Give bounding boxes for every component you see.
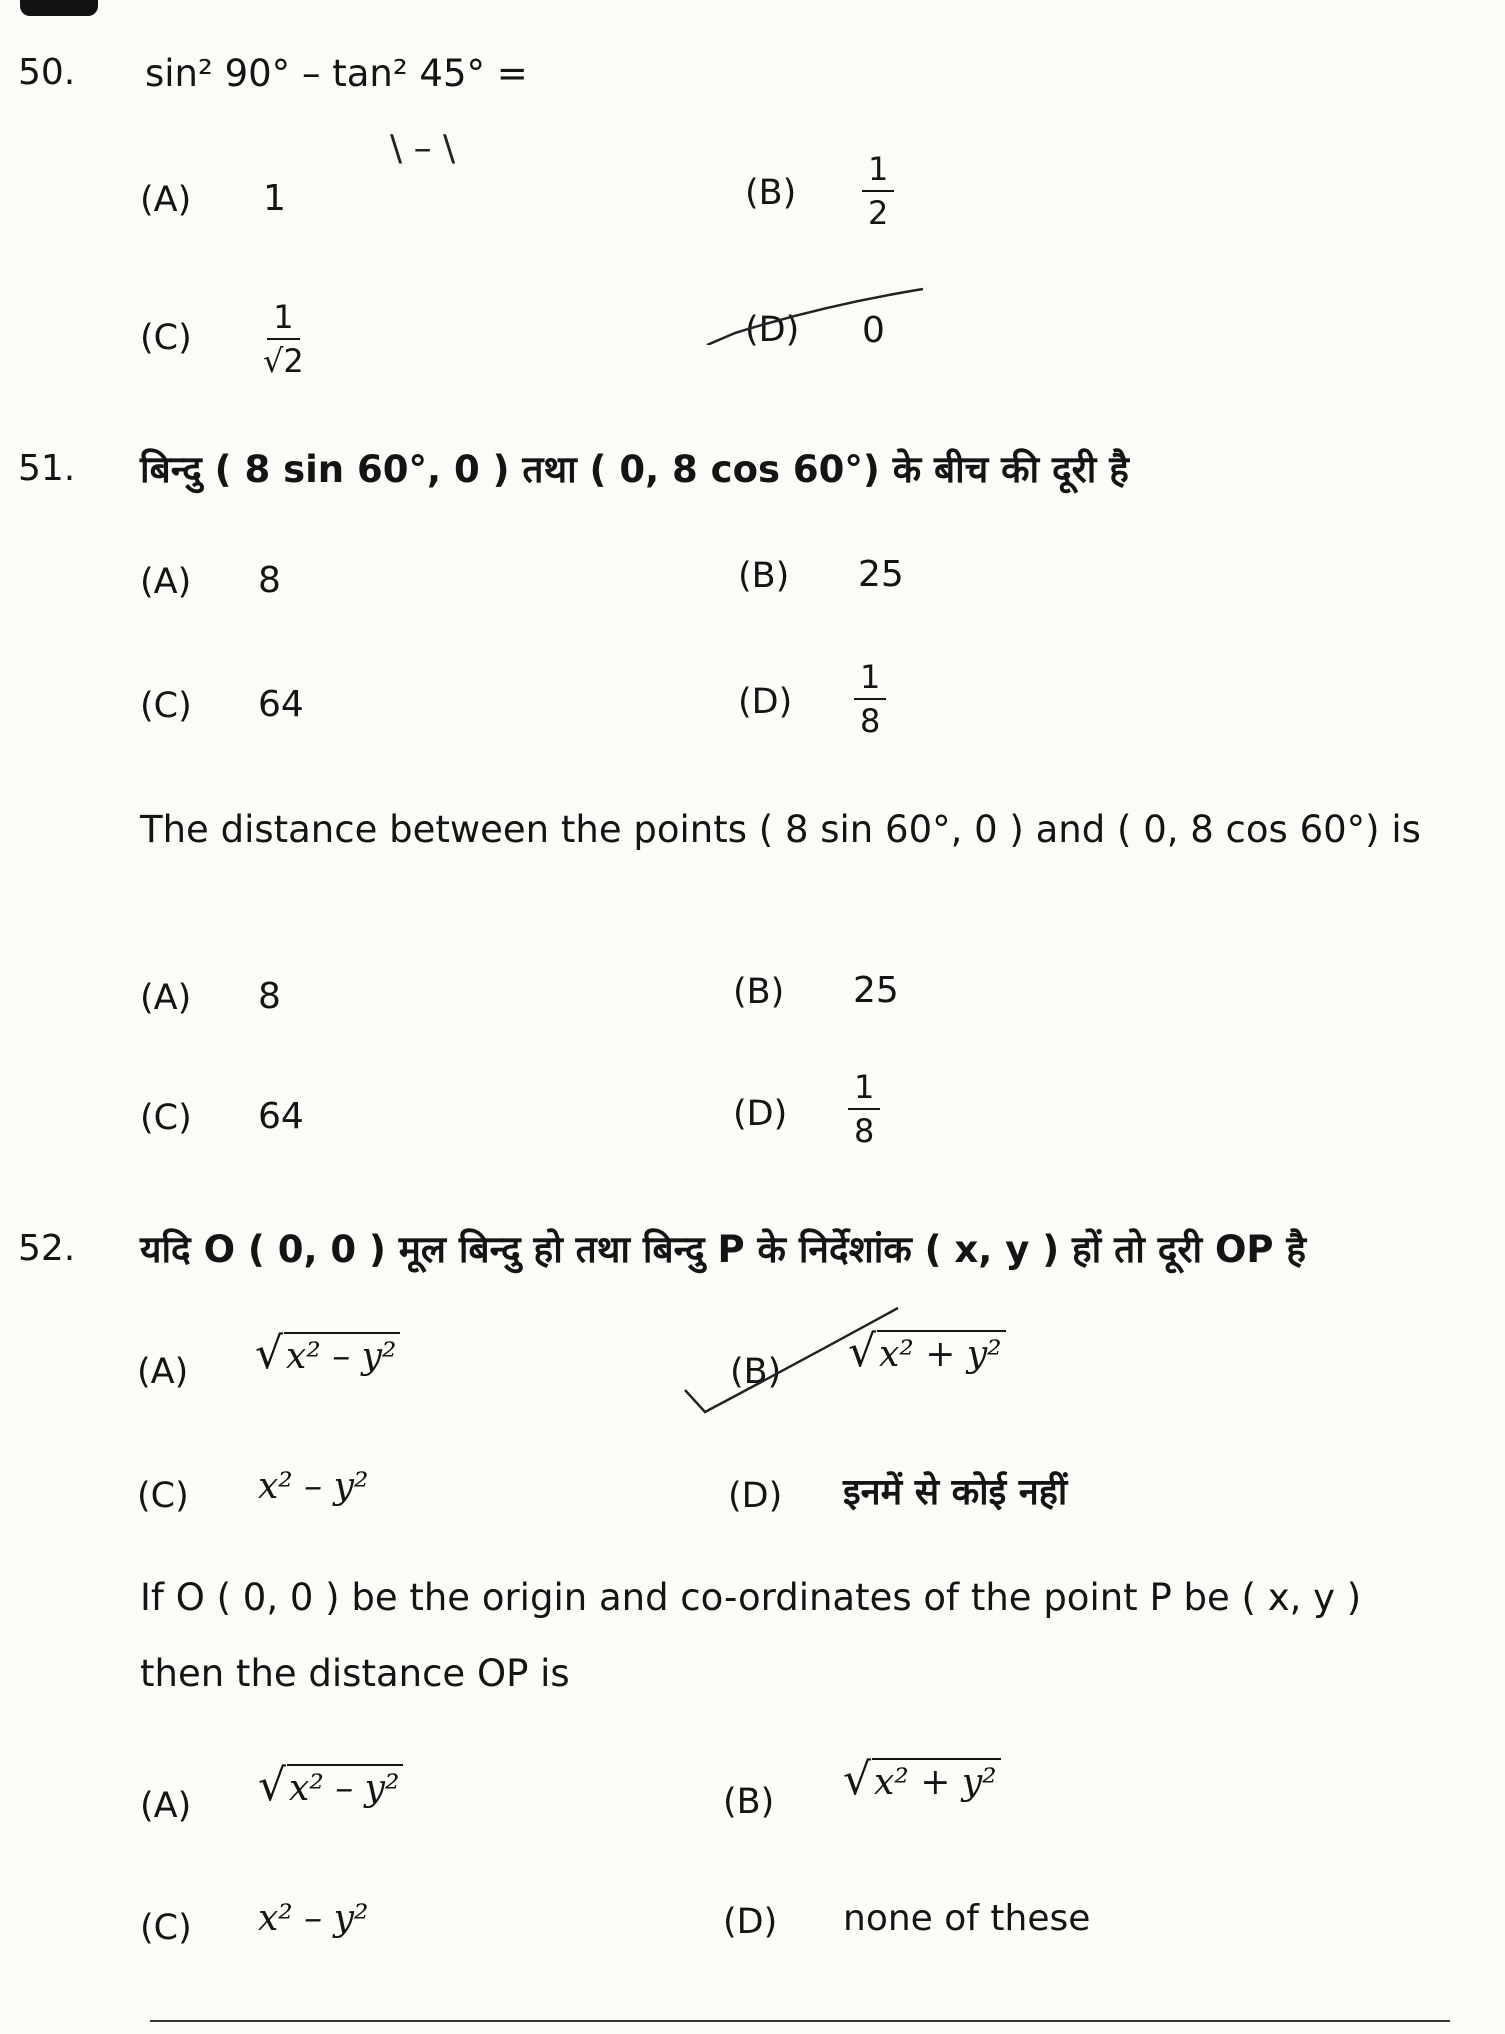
q52-en-option-c-label: (C) (140, 1908, 192, 1948)
q50-option-b-denominator: 2 (868, 194, 889, 232)
q52-hi-option-d-value: इनमें से कोई नहीं (843, 1472, 1068, 1513)
q52-answer-tick-mark (683, 1300, 903, 1420)
q51-hi-option-b-label: (B) (738, 556, 790, 596)
q50-option-b-numerator: 1 (862, 150, 894, 192)
square-root-icon: √ (843, 1754, 872, 1805)
question-52-number: 52. (18, 1228, 76, 1269)
q51-en-option-c-value: 64 (258, 1096, 304, 1137)
question-51-stem-english: The distance between the points ( 8 sin 60°, 0 ) and ( 0, 8 cos 60°) is (140, 808, 1421, 851)
q52-hi-option-b-label: (B) (730, 1352, 782, 1392)
q50-option-c-denominator: √2 (263, 342, 304, 380)
question-50-scribble: \ – \ (390, 128, 456, 169)
q51-hi-option-d-label: (D) (738, 682, 793, 722)
q52-en-option-b-value: x² + y² (872, 1758, 1001, 1803)
square-root-icon: √ (255, 1328, 284, 1379)
square-root-icon: √ (258, 1760, 287, 1811)
q52-hi-option-a-value: x² – y² (284, 1332, 400, 1377)
q51-en-option-b-value: 25 (853, 970, 899, 1011)
q51-hi-option-c-value: 64 (258, 684, 304, 725)
q52-en-option-c-value: x² – y² (258, 1898, 369, 1939)
q50-option-d-label: (D) (745, 310, 800, 350)
question-50-number: 50. (18, 52, 76, 93)
question-52-stem-hindi: यदि O ( 0, 0 ) मूल बिन्दु हो तथा बिन्दु P के निर्देशांक ( x, y ) हों तो दूरी OP है (140, 1228, 1307, 1271)
q51-hi-option-c-label: (C) (140, 686, 192, 726)
q51-en-option-a-value: 8 (258, 976, 281, 1017)
page-number-badge (20, 0, 98, 16)
q52-en-option-b-label: (B) (723, 1782, 775, 1822)
q50-option-c-numerator: 1 (267, 298, 299, 340)
q52-en-option-a-value: x² – y² (287, 1764, 403, 1809)
q51-hi-option-a-label: (A) (140, 562, 192, 602)
q52-hi-option-a-sqrt (255, 1328, 400, 1379)
q52-en-option-b-sqrt (843, 1754, 1001, 1805)
q50-option-c-fraction (263, 298, 304, 380)
bottom-rule (150, 2020, 1450, 2022)
q50-option-a-value: 1 (263, 178, 286, 219)
question-52-stem-english-line2: then the distance OP is (140, 1652, 570, 1695)
q50-option-d-value: 0 (862, 310, 885, 351)
q50-option-b-fraction (862, 150, 894, 232)
q50-answer-tick-mark (705, 285, 925, 345)
question-50-stem: sin² 90° – tan² 45° = (145, 52, 528, 95)
q52-hi-option-c-value: x² – y² (258, 1466, 369, 1507)
q51-en-option-b-label: (B) (733, 972, 785, 1012)
q51-en-option-c-label: (C) (140, 1098, 192, 1138)
q52-en-option-d-label: (D) (723, 1902, 778, 1942)
q52-hi-option-a-label: (A) (137, 1352, 189, 1392)
q51-hi-option-d-numerator: 1 (854, 658, 886, 700)
q51-en-option-d-denominator: 8 (854, 1112, 875, 1150)
q51-en-option-d-numerator: 1 (848, 1068, 880, 1110)
q51-en-option-a-label: (A) (140, 978, 192, 1018)
q52-hi-option-c-label: (C) (137, 1476, 189, 1516)
q52-en-option-d-value: none of these (843, 1898, 1091, 1939)
q51-hi-option-d-fraction (854, 658, 886, 740)
q52-en-option-a-label: (A) (140, 1786, 192, 1826)
q51-hi-option-d-denominator: 8 (860, 702, 881, 740)
q51-en-option-d-label: (D) (733, 1094, 788, 1134)
q51-en-option-d-fraction (848, 1068, 880, 1150)
question-51-number: 51. (18, 448, 76, 489)
q51-hi-option-b-value: 25 (858, 554, 904, 595)
question-51-stem-hindi: बिन्दु ( 8 sin 60°, 0 ) तथा ( 0, 8 cos 60°) के बीच की दूरी है (140, 448, 1129, 491)
question-52-stem-english-line1: If O ( 0, 0 ) be the origin and co-ordinates of the point P be ( x, y ) (140, 1576, 1362, 1619)
q52-hi-option-d-label: (D) (728, 1476, 783, 1516)
q50-option-a-label: (A) (140, 180, 192, 220)
square-root-icon: √ (848, 1326, 877, 1377)
q51-hi-option-a-value: 8 (258, 560, 281, 601)
q50-option-b-label: (B) (745, 173, 797, 213)
q52-hi-option-b-value: x² + y² (877, 1330, 1006, 1375)
q50-option-c-label: (C) (140, 318, 192, 358)
q52-en-option-a-sqrt (258, 1760, 403, 1811)
